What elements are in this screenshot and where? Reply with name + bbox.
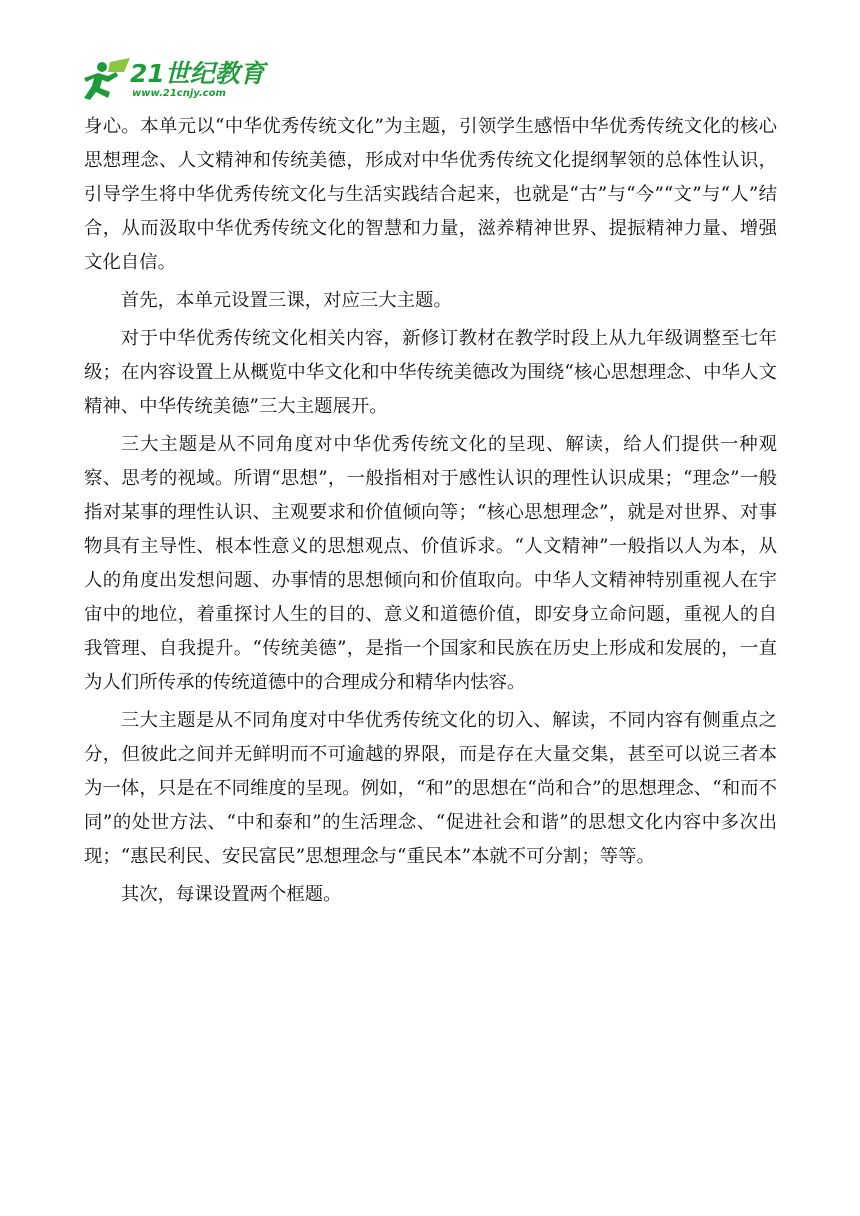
paragraph-5: 三大主题是从不同角度对中华优秀传统文化的切入、解读，不同内容有侧重点之分，但彼此之间并无鲜明而不可逾越的界限，而是存在大量交集，甚至可以说三者本为一体，只是在不同维度的呈现。例如，“和”的思想在“尚和合”的思想理念、“和而不同”的处世方法、“中和泰和”的生活理念、“促进社会和谐”的思想文化内容中多次出现；“惠民利民、安民富民”思想理念与“重民本”本就不可分割；等等。: [84, 710, 777, 867]
paragraph-6: 其次，每课设置两个框题。: [120, 884, 342, 905]
document-body: [84, 110, 777, 912]
paragraph-4: 三大主题是从不同角度对中华优秀传统文化的呈现、解读，给人们提供一种观察、思考的视域。所谓“思想”，一般指相对于感性认识的理性认识成果；“理念”一般指对某事的理性认识、主观要求和价值倾向等；“核心思想理念”，就是对世界、对事物具有主导性、根本性意义的思想观点、价值诉求。“人文精神”一般指以人为本，从人的角度出发想问题、办事情的思想倾向和价值取向。中华人文精神特别重视人在宇宙中的地位，着重探讨人生的目的、意义和道德价值，即安身立命问题，重视人的自我管理、自我提升。“传统美德”，是指一个国家和民族在历史上形成和发展的，一直为人们所传承的传统道德中的合理成分和精华内怯容。: [84, 434, 777, 693]
site-logo: [80, 58, 265, 106]
paragraph-3: 对于中华优秀传统文化相关内容，新修订教材在教学时段上从九年级调整至七年级；在内容设置上从概览中华文化和中华传统美德改为围绕“核心思想理念、中华人文精神、中华传统美德”三大主题展开。: [84, 328, 777, 417]
runner-logo-icon: [80, 58, 132, 104]
logo-brand-text: 21世纪教育: [130, 59, 265, 88]
paragraph-1: 身心。本单元以“中华优秀传统文化”为主题，引领学生感悟中华优秀传统文化的核心思想理念、人文精神和传统美德，形成对中华优秀传统文化提纲挈领的总体性认识，引导学生将中华优秀传统文化与生活实践结合起来，也就是“古”与“今”“文”与“人”结合，从而汲取中华优秀传统文化的智慧和力量，滋养精神世界、提振精神力量、增强文化自信。: [84, 116, 777, 273]
paragraph-2: 首先，本单元设置三课，对应三大主题。: [120, 290, 452, 311]
logo-url-text: www.21cnjy.com: [132, 88, 226, 99]
